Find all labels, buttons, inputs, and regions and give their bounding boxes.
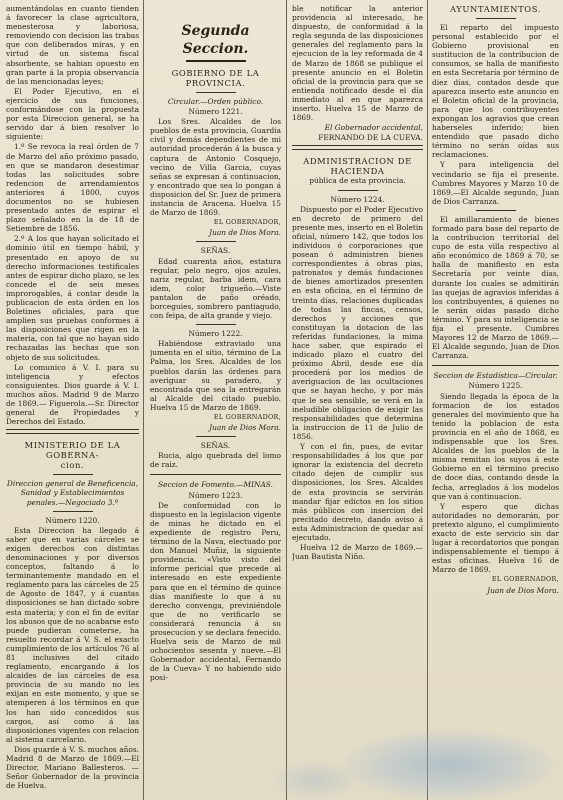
- column-rule: [143, 0, 144, 800]
- signature-title: EL GOBERNADOR,: [491, 575, 559, 584]
- paragraph: Huelva 12 de Marzo de 1869.—Juan Bautista Niño.: [292, 543, 423, 562]
- title-underline: [186, 60, 246, 62]
- fomento-heading: Seccion de Fomento.—MINAS.: [158, 480, 273, 490]
- column-2: [150, 4, 281, 796]
- paragraph: aumentándolas en cuanto tienden á favorecer la clase agricultora, menesterosa y laboriosa, removiendo con decision las trabas que con deliberados miras, y en virtud de un sistema fiscal absorbente, se habian opuesto en gran parte á la propia observancia de las mencionadas leyes;: [6, 4, 139, 86]
- circular-title: Circular.—Orden público.: [167, 97, 264, 106]
- paragraph: Y con el fin, pues, de evitar responsabilidades á los que por ignorar la existencia del decreto citado dejen de cumplir sus disposiciones, los Sres. Alcaldes de esta provincia se servirán mandar fijar edictos en los sitios más públicos con insercion del precitado decreto, dando aviso á esta Administracion de quedar así ejecutado.: [292, 442, 423, 542]
- divider: [196, 241, 236, 242]
- paragraph: 1.º Se revoca la real órden de 7 de Marzo del año próximo pasado, en que se mandaron desestimar todas las solicitudes sobre redencion de arrendamientos anteriores á 1800, cuyos documentos no se hubiesen presentado antes de espirar el plazo señalado en la de 18 de Setiembre de 1856.: [6, 142, 139, 234]
- section-divider: [6, 429, 139, 434]
- paragraph: De conformidad con lo dispuesto en la legislacion vigente de minas he dictado en el expediente de registro Peru, término de la Nava, electuado por don Manuel Muñiz, la siguiente providencia. «Visto visto del informe pericial que precede al interesado en este expediente para que en el término de quince días manifieste lo que á su derecho convenga, previniéndole que de no verificarlo se considerará renuncia á su prosecucion y se declara fenecido. Huelva seis de Marzo de mil ochocientos sesenta y nueve.—El Gobernador accidental, Fernando de la Cueva» Y no habiendo sido posi-: [150, 500, 281, 683]
- signature-name: Juan de Dios Mora.: [209, 423, 281, 433]
- senas-heading: SEÑAS.: [200, 441, 231, 451]
- estadistica-heading: Seccion de Estadística—Circular.: [433, 371, 558, 381]
- paragraph: ble notificar la anterior providencia al interesado, he dispuesto, de conformidad á la regla segunda de las disposiciones generales del reglamento para la ejecucion de la ley reformada de 4 de Marzo de 1868 se publique el presente anuncio en el Boletin oficial de la provincia para que se entienda notificado desde el día inmediato al en que aparezca inserto. Huelva 15 de Marzo de 1869.: [292, 4, 423, 123]
- column-rule: [286, 0, 287, 800]
- paragraph: Esta Direccion ha llegado á saber que en varias cárceles se exigen derechos con distintas denominaciones y por diversos conceptos, faltando á lo terminantemente mandado en el reglamento para las cárceles de 25 de Agosto de 1847, y á cuantas disposiciones se han dictado sobre esta materia; y con el fin de evitar los abusos que de no acabarse esto puede pudieran cometerse, ha resuelto recordar á V. S. el exacto cumplimiento de los artículos 76 al 81 inclusives del citado reglamento, encargando á los alcaides de las cárceles de esa provincia de su mando no les exijan en este momento, y que se atemperen á los términos en que los han sido concedidos sus cargos, así como á las disposiciones vigentes con relacion al sistema carcelario.: [6, 525, 139, 744]
- paragraph: Habiéndose extraviado una jumenta en el sitio, término de La Palma, los Sres. Alcaldes de los pueblos darán las órdenes para averiguar su paradero, y encontrada que sea la entregarán al Alcalde del citado pueblo. Huelva 15 de Marzo de 1869.: [150, 339, 281, 412]
- section-title: Segunda Seccion.: [181, 23, 250, 57]
- column-1: [6, 4, 139, 796]
- divider: [53, 474, 93, 475]
- divider: [476, 18, 516, 19]
- paragraph: Y para inteligencia del vecindario se fija el presente. Cumbres Mayores y Marzo 10 de 1869.—El Alcalde segundo, Juan de Dios Carranza.: [432, 160, 559, 206]
- signature-title: EL GOBERNADOR,: [213, 413, 281, 421]
- ministry-heading: MINISTERIO DE LA GOBERNA-: [24, 440, 121, 461]
- direction-title: Direccion general de Beneficencia, Sanidad y Establecimientos penales.—Negociado 3.º: [6, 479, 139, 507]
- divider: [476, 210, 516, 211]
- admin-heading: ADMINISTRACION DE HACIENDA: [303, 156, 412, 177]
- divider: [338, 190, 378, 191]
- admin-subheading: pública de esta provincia.: [309, 176, 406, 186]
- decree-number: Número 1220.: [45, 515, 100, 525]
- section-divider: [292, 145, 423, 150]
- divider: [196, 436, 236, 437]
- paragraph: 2.º A los que hayan solicitado el dominio útil en tiempo hábil, y presentado en apoyo de su derecho informaciones testificales antes de espirar dicho plazo, se les concede el de seis meses improrogables, á contar desde la publicacion de esta órden en los Boletines oficiales, para que amplien sus pruebas conformes á las disposiciones que rigen en la materia, con tal que no hayan sido rechazadas las hechas que son objeto de sus solicitudes.: [6, 234, 139, 362]
- paragraph: Rucia, algo quebrada del lomo de raiz.: [150, 451, 281, 470]
- section-divider: [150, 474, 281, 475]
- paragraph: Dios guarde á V. S. muchos años. Madrid 8 de Marzo de 1869.—El Director, Mariano Ballesteros. —Señor Gobernador de la provincia de Huelva.: [6, 744, 139, 791]
- decree-number: Número 1224.: [330, 194, 385, 204]
- ayuntamientos-heading: AYUNTAMIENTOS.: [449, 4, 542, 14]
- divider: [196, 92, 236, 93]
- paragraph: Los Sres. Alcaldes de los pueblos de esta provincia, Guardia civil y demás dependientes de mi autoridad procederán á la busca y captura de Antonio Cosquejo, vecino de Villa Garcia, cuyas señas se expresan á continuacion, y encontrado que sea lo pongan á disposicion del Sr. Juez de primera instancia de Aracena. Huelva 15 de Marzo de 1869.: [150, 117, 281, 218]
- senas-heading: SEÑAS.: [200, 246, 231, 256]
- decree-number: Número 1225.: [468, 381, 523, 391]
- decree-number: Número 1223.: [188, 490, 243, 500]
- column-rule: [427, 0, 428, 800]
- paragraph: Lo comunico á V. I. para su inteligencia y efectos consiguientes. Dios guarde á V. I. muchos años. Madrid 9 de Marzo de 1869.— Figuerola.—Sr. Director general de Propiedades y Derechos del Estado.: [6, 362, 139, 427]
- paragraph: Dispuesto por el Poder Ejecutivo en decreto de primero del presente mes, inserto en el Boletin oficial, número 142, que todos los individuos ó corporaciones que posean ó administren bienes correspondientes á obras pias, patronatos y demás fundaciones de bienes amortizados presenten en esta oficina, en el término de treinta días, relaciones duplicadas de todas las fincas, censos, derechos y acciones que constituyan la dotacion de las referidas fundaciones, la mima hace saber, que espirado el indicado plazo el cuatro del próximo Abril, desde ese día procederá por los medios de averiguacion de las ocultaciones que se hayan hecho, y por más que le sea sensible, se verá en la ineludible obligacion de exigir las responsabilidades que determina la instruccion de 11 de Julio de 1856.: [292, 204, 423, 441]
- ministry-heading-tail: cion.: [60, 460, 85, 471]
- signature-title: EL GOBERNADOR,: [213, 218, 281, 227]
- divider: [53, 511, 93, 512]
- divider: [196, 324, 236, 325]
- signature-name: Juan de Dios Mora.: [487, 585, 559, 595]
- signature-title: El Gobernador accidental,: [324, 123, 423, 133]
- paragraph: Edad cuarenta años, estatura regular, pelo negro, ojos azules, nariz regular, barba idem, cara idem, color trigueño.—Viste pantalon de paño oréado, borceguies, sombrero pantiagudo, con feipa, de alta grande y viejo.: [150, 256, 281, 321]
- section-divider: [432, 365, 559, 366]
- signature-name: Juan de Dios Mora.: [209, 228, 281, 238]
- paragraph: El amillaramiento de bienes formado para base del reparto de la contribucion territorial del cupo de esta villa respectivo al año económico de 1869 á 70, se halla de manifiesto en esta Secretaría por veinte días, durante los cuales se admitirán las quejas de agravios inferidas á los contribuyentes, á quienes no le serán oídas pasado dicho término. Y para su inteligencia se fija el presente. Cumbres Mayores 12 de Marzo de 1869.—El Alcalde segundo, Juan de Dios Carranza.: [432, 214, 559, 361]
- paragraph: Y espero que dichas autoridades no demorarán, por pretexto alguno, el cumplimiento exacto de este servicio sin dar lugar á recordatorios que pongan indispensablemente el tiempo á estas oficinas. Huelva 16 de Marzo de 1869.: [432, 501, 559, 575]
- column-4: [432, 4, 559, 796]
- column-3: [292, 4, 423, 796]
- paragraph: Siendo llegada la época de la formacion de los estados generales del movimiento que ha tenido la poblacion de esta provincia en el año de 1868, es indispensable que los Sres. Alcaldes de los pueblos de la misma remitan los suyos á este Gobierno en el término preciso de doce días, contando desde la fecha, arreglados á los modelos que van á continuacion.: [432, 391, 559, 501]
- government-heading: GOBIERNO DE LA PROVINCIA.: [171, 68, 260, 88]
- decree-number: Número 1222.: [188, 329, 243, 339]
- decree-number: Número 1221.: [188, 107, 243, 117]
- paragraph: El reparto del impuesto personal establecido por el Gobierno provisional en sustitucion de la contribucion de consumos, se halla de manifiesto en esta Secretaría por término de diez días, contados desde que aparezca inserto este anuncio en el Boletin oficial de la provincia, para que los contribuyentes expongan los agravios que crean haberseles inferido; bien entendido que pasado dicho término no serán oídas sus reclamaciones.: [432, 23, 559, 160]
- paragraph: El Poder Ejecutivo, en el ejercicio de sus funciones, conformándose con la propuesta por esta Direccion general, se ha servido dar á bien resolver lo siguiente:: [6, 86, 139, 142]
- signature-name: FERNANDO DE LA CUEVA.: [318, 133, 423, 143]
